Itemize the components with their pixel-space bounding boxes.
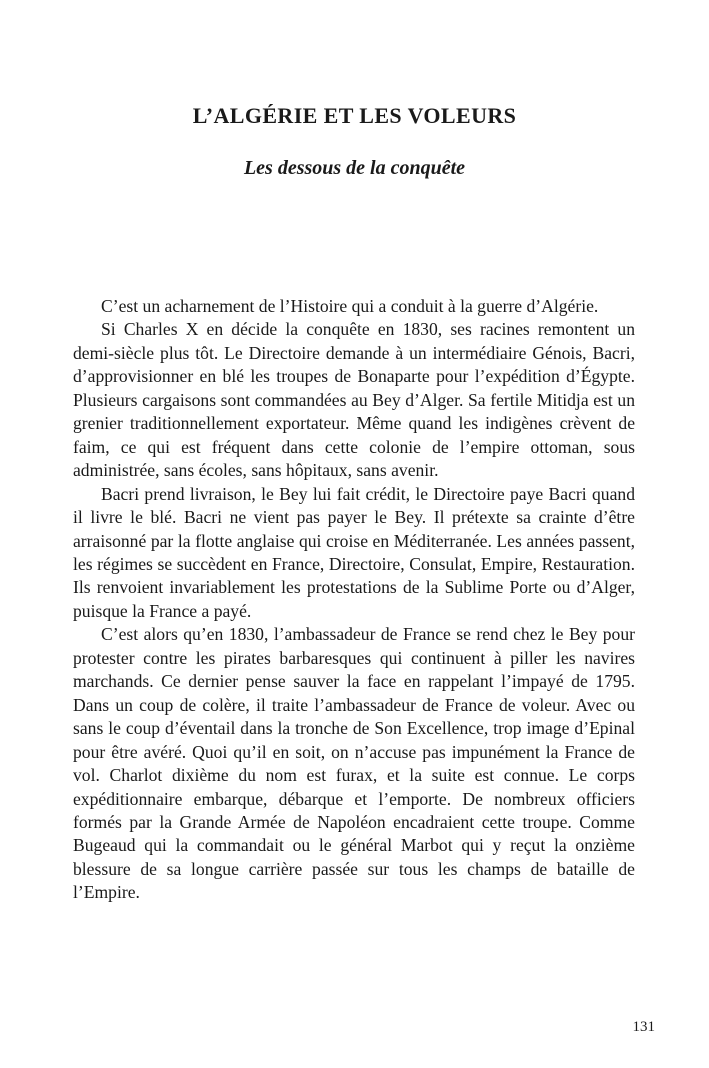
chapter-title: L’ALGÉRIE ET LES VOLEURS <box>192 103 517 128</box>
paragraph-3: Bacri prend livraison, le Bey lui fait crédit, le Directoire paye Bacri quand il livre le blé. Bacri ne vient pas payer le Bey. Il prétexte sa crainte d’être arraisonné par la flotte anglaise qui croise en Méditerranée. Les années passent, les régimes se succèdent en France, Directoire, Consulat, Empire, Restauration. Ils renvoient invariablement les protestations de la Sublime Porte ou d’Alger, puisque la France a payé. <box>73 483 635 621</box>
paragraph-4: C’est alors qu’en 1830, l’ambassadeur de France se rend chez le Bey pour protester contre les pirates barbaresques qui continuent à piller les navires marchands. Ce dernier pense sauver la face en rappelant l’impayé de 1795. Dans un coup de colère, il traite l’ambassadeur de France de voleur. Avec ou sans le coup d’éventail dans la tronche de Son Excellence, trop image d’Epinal pour être avéré. Quoi qu’il en soit, on n’accuse pas impunément la France de vol. Charlot dixième du nom est furax, et la suite est connue. Le corps expéditionnaire embarque, débarque et l’emporte. De nombreux officiers formés par la Grande Armée de Napoléon encadraient cette troupe. Comme Bugeaud qui la commandait ou le général Marbot qui y reçut la onzième blessure de sa longue carrière passée sur tous les champs de bataille de l’Empire. <box>73 624 635 903</box>
page-number: 131 <box>632 1019 655 1035</box>
paragraph-1: C’est un acharnement de l’Histoire qui a conduit à la guerre d’Algérie. <box>101 296 599 316</box>
paragraph-2: Si Charles X en décide la conquête en 1830, ses racines remontent un demi-siècle plus tôt. Le Directoire demande à un intermédiaire Génois, Bacri, d’approvisionner en blé les troupes de Bonaparte pour l’expédition d’Égypte. Plusieurs cargaisons sont commandées au Bey d’Alger. Sa fertile Mitidja est un grenier traditionnellement exportateur. Même quand les indigènes crèvent de faim, ce qui est fréquent dans cette colonie de l’empire ottoman, sous administrée, sans écoles, sans hôpitaux, sans avenir. <box>73 319 635 481</box>
body-text <box>73 295 635 905</box>
chapter-subtitle: Les dessous de la conquête <box>243 157 466 179</box>
